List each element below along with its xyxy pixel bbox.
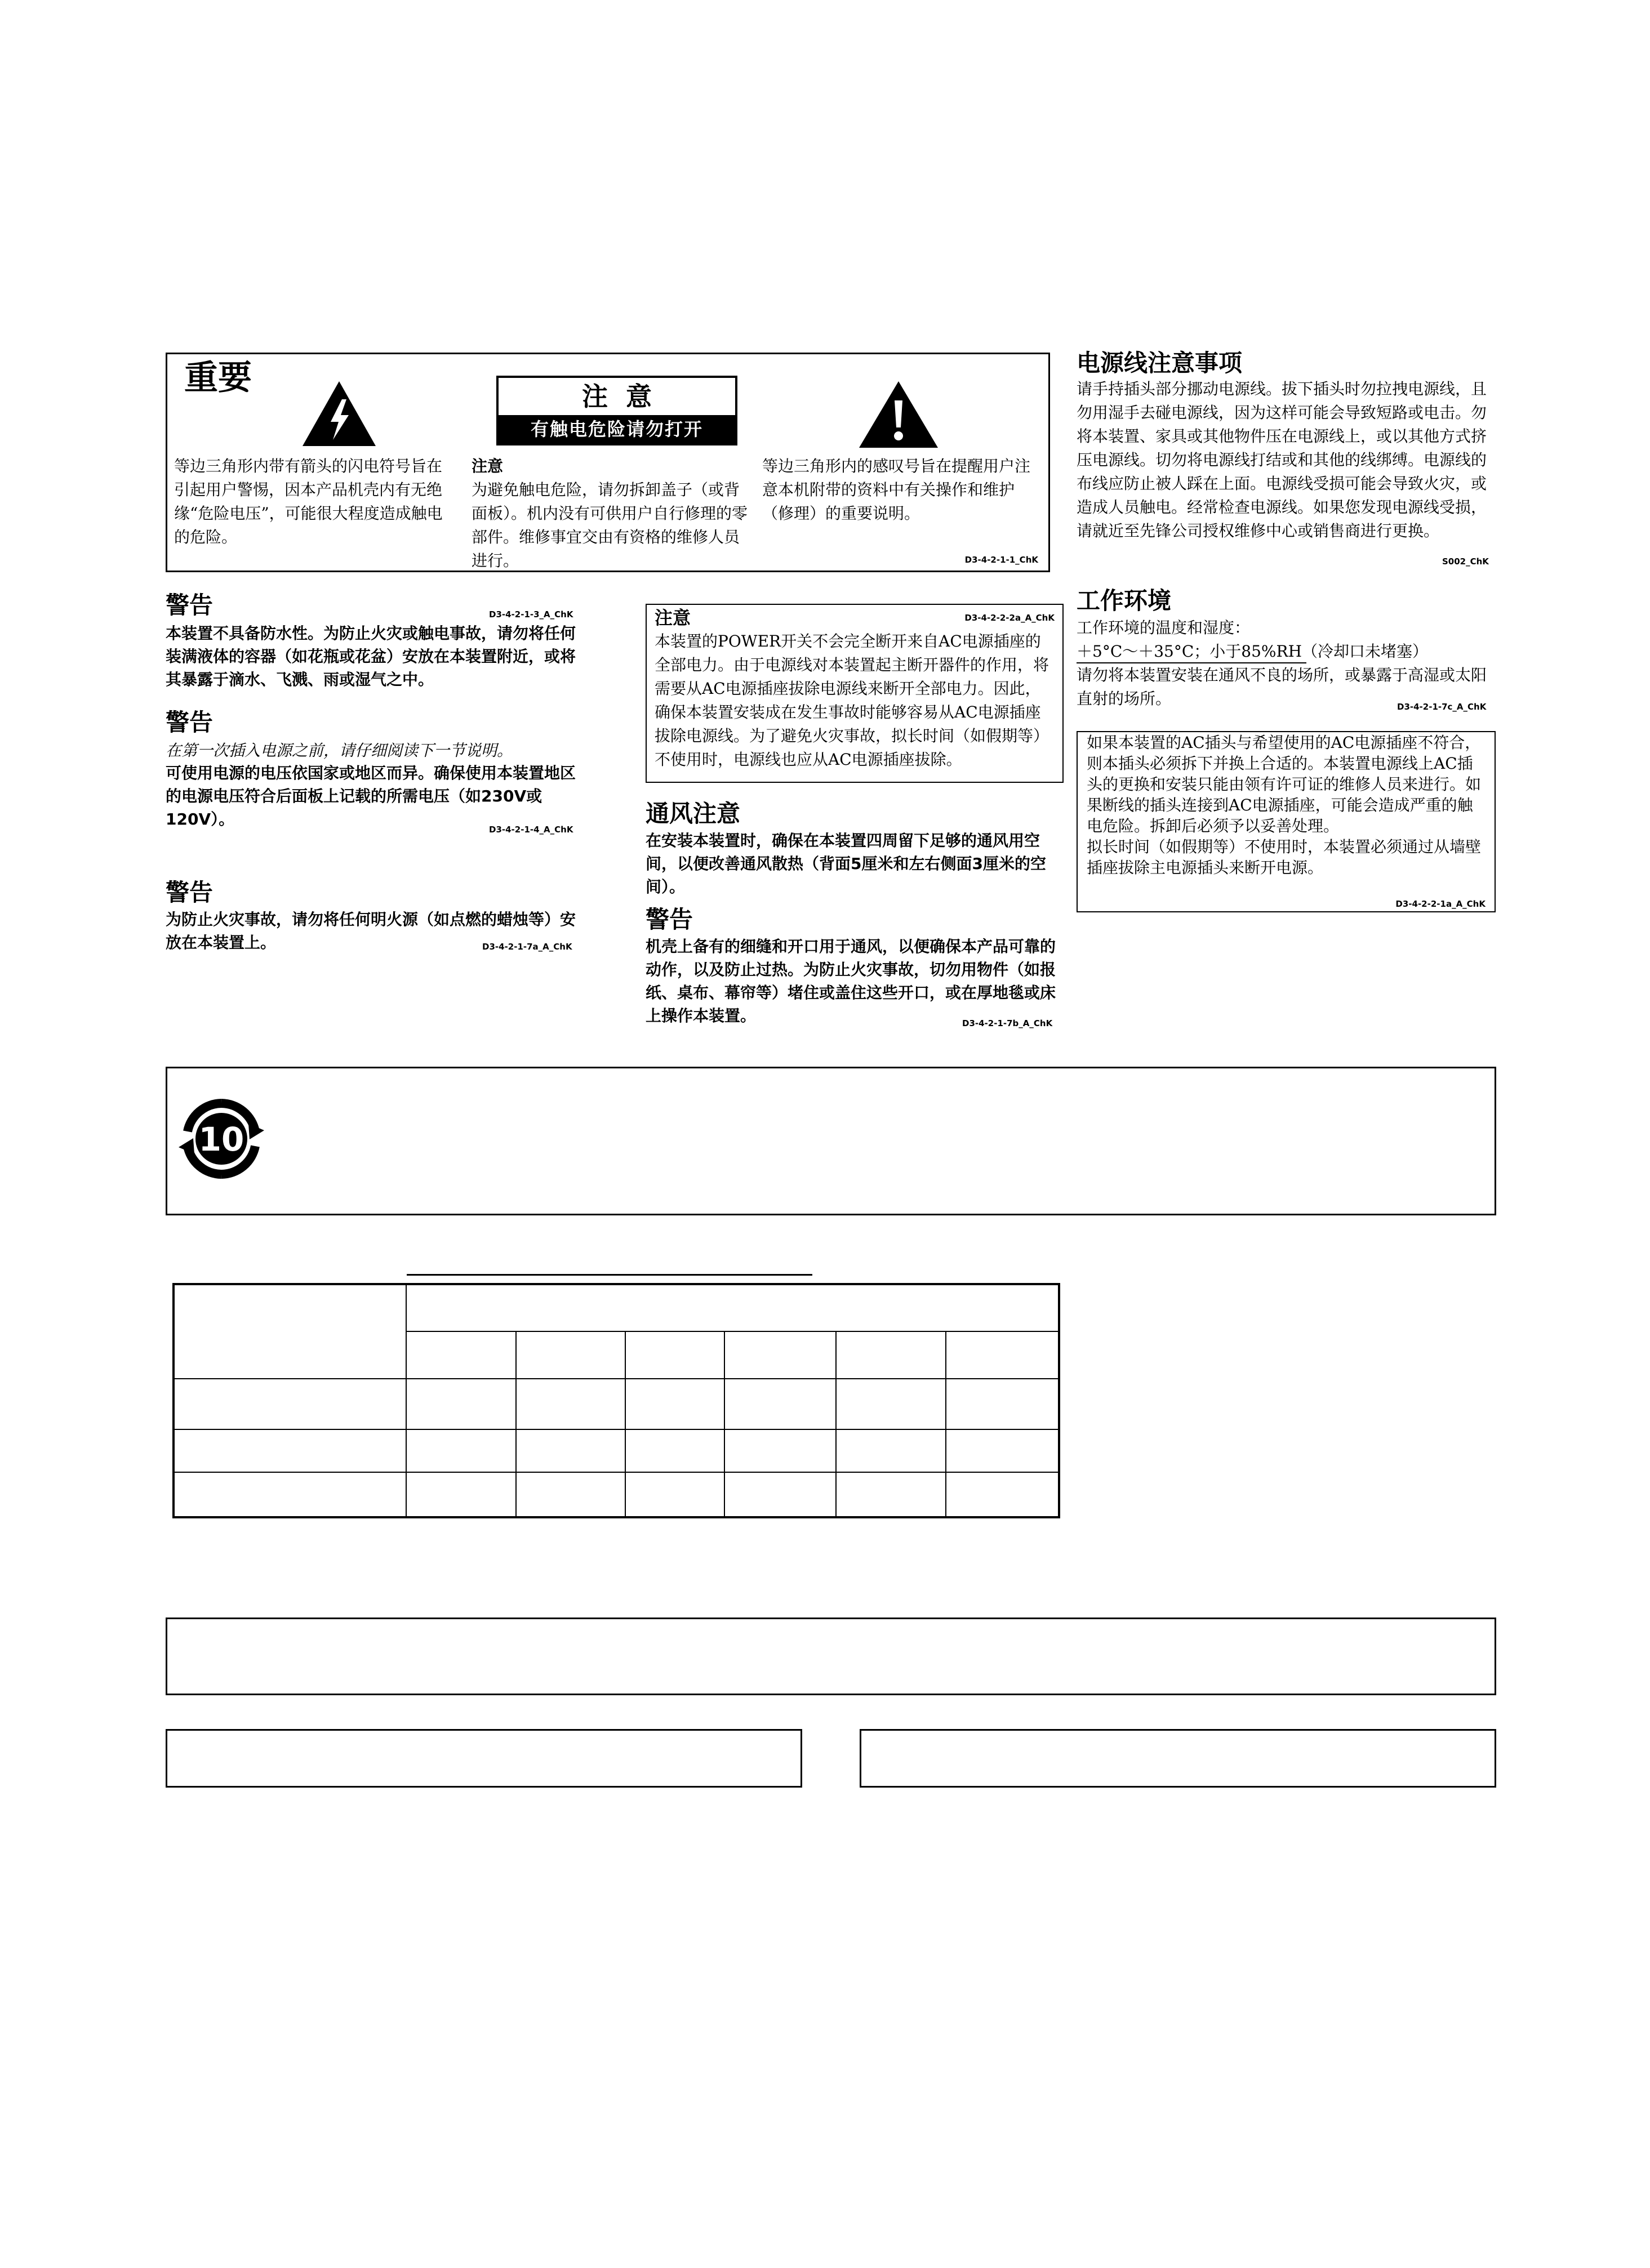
caution-power-text: 本装置的POWER开关不会完全断开来自AC电源插座的全部电力。由于电源线对本装置起主断开器件的作用，将需要从AC电源插座拔除电源线来断开全部电力。因此，确保本装置安装成在发生事故时能够容易从AC电源插座拔除电源线。为了避免火灾事故，拟长时间（如假期等）不使用时，电源线也应从AC电源插座拔除。 (655, 632, 1049, 769)
important-box-code: D3-4-2-1-1_ChK (964, 555, 1038, 565)
hazard-cell (724, 1472, 836, 1517)
epup-box (166, 1067, 1496, 1215)
warning2-italic-note: 在第一次插入电源之前，请仔细阅读下一节说明。 (166, 741, 513, 760)
environment-line2: ＋5°C～＋35°C；小于85%RH（冷却口未堵塞） (1077, 642, 1429, 661)
hazard-col-3 (625, 1331, 724, 1379)
footer-right-text (861, 1731, 1495, 1753)
power-cord-title: 电源线注意事项 (1077, 349, 1243, 377)
hazard-cell (946, 1472, 1059, 1517)
hazard-cell (946, 1379, 1059, 1429)
exclamation-warning-icon (859, 381, 938, 448)
hazard-table-title-line (407, 1274, 812, 1276)
hazard-cell (625, 1379, 724, 1429)
hazard-row-name (174, 1379, 406, 1429)
caution-label-subtitle: 有触电危险请勿打开 (499, 415, 735, 443)
hazard-cell (406, 1379, 515, 1429)
ventilation-title: 通风注意 (646, 800, 741, 827)
hazard-cell (406, 1472, 515, 1517)
caution-heading: 注意 (472, 457, 504, 475)
table-row (174, 1429, 1059, 1472)
ac-plug-text: 如果本装置的AC插头与希望使用的AC电源插座不符合，则本插头必须拆下并换上合适的。本装置电源线上AC插头的更换和安装只能由领有许可证的维修人员来进行。如果断线的插头连接到AC电源插座，可能会造成严重的触电危险。拆卸后必须予以妥善处理。 (1087, 733, 1482, 835)
warning3-code: D3-4-2-1-7a_A_ChK (482, 942, 572, 952)
warning4-title: 警告 (646, 906, 693, 933)
important-box (166, 353, 1050, 572)
ac-plug-code: D3-4-2-2-1a_A_ChK (1395, 899, 1486, 909)
ac-plug-box (1077, 731, 1496, 912)
caution-label-title: 注 意 (581, 381, 652, 412)
warning2-title: 警告 (166, 709, 214, 736)
footer-wide-box (166, 1618, 1496, 1695)
warning3-text: 为防止火灾事故，请勿将任何明火源（如点燃的蜡烛等）安放在本装置上。 (166, 910, 576, 952)
ventilation-text: 在安装本装置时，确保在本装置四周留下足够的通风用空间，以便改善通风散热（背面5厘米和左右侧面3厘米的空间）。 (646, 831, 1046, 896)
hazard-cell (516, 1472, 625, 1517)
hazard-table (172, 1283, 1060, 1518)
warning4-code: D3-4-2-1-7b_A_ChK (962, 1018, 1053, 1028)
caution-power-title: 注意 (655, 607, 691, 629)
caution-power-box (646, 604, 1064, 783)
hazard-cell (836, 1472, 945, 1517)
ac-plug-text2: 拟长时间（如假期等）不使用时，本装置必须通过从墙壁插座拔除主电源插头来断开电源。 (1087, 837, 1482, 877)
hazard-cell (516, 1429, 625, 1472)
hazard-cell (625, 1472, 724, 1517)
hazard-col-6 (946, 1331, 1059, 1379)
table-row (174, 1379, 1059, 1429)
warning2-text: 可使用电源的电压依国家或地区而异。确保使用本装置地区的电源电压符合后面板上记载的所需电压（如230V或120V）。 (166, 764, 576, 828)
footer-left-text (167, 1731, 800, 1753)
caution-power-code: D3-4-2-2-2a_A_ChK (964, 613, 1055, 623)
hazard-cell (724, 1429, 836, 1472)
important-title: 重要 (184, 358, 252, 398)
environment-line1: 工作环境的温度和湿度： (1077, 618, 1251, 637)
power-cord-code: S002_ChK (1442, 556, 1489, 567)
environment-title: 工作环境 (1077, 587, 1172, 614)
hazard-col-5 (836, 1331, 945, 1379)
footer-left-box (166, 1729, 802, 1788)
hazard-cell (724, 1379, 836, 1429)
caution-text: 为避免触电危险，请勿拆卸盖子（或背面板）。机内没有可供用户自行修理的零部件。维修事宜交由有资格的维修人员进行。 (472, 480, 748, 570)
epup-10-icon (176, 1097, 266, 1181)
warning2-code: D3-4-2-1-4_A_ChK (489, 825, 573, 835)
hazard-cell (836, 1379, 945, 1429)
caution-label (496, 376, 737, 445)
footer-right-box (860, 1729, 1496, 1788)
power-cord-text: 请手持插头部分挪动电源线。拔下插头时勿拉拽电源线，且勿用湿手去碰电源线，因为这样可能会导致短路或电击。勿将本装置、家具或其他物件压在电源线上，或以其他方式挤压电源线。切勿将电源线打结或和其他的线绑缚。电源线的布线应防止被人踩在上面。电源线受损可能会导致火灾，或造成人员触电。经常检查电源线。如果您发现电源线受损，请就近至先锋公司授权维修中心或销售商进行更换。 (1077, 380, 1487, 540)
hazard-cell (406, 1429, 515, 1472)
exclamation-symbol-text: 等边三角形内的感叹号旨在提醒用户注意本机附带的资料中有关操作和维护（修理）的重要说明。 (762, 457, 1031, 523)
hazard-cell (836, 1429, 945, 1472)
hazard-table-header (406, 1284, 1059, 1331)
hazard-row-name (174, 1472, 406, 1517)
environment-text: 请勿将本装置安装在通风不良的场所，或暴露于高湿或太阳直射的场所。 (1077, 666, 1487, 708)
footer-wide-text (167, 1619, 1495, 1642)
lightning-warning-icon (303, 381, 376, 446)
table-row (174, 1472, 1059, 1517)
hazard-row-name (174, 1429, 406, 1472)
hazard-col-2 (516, 1331, 625, 1379)
hazard-cell (516, 1379, 625, 1429)
epup-icon-label: 10 (198, 1120, 244, 1158)
hazard-cell (625, 1429, 724, 1472)
hazard-cell (946, 1429, 1059, 1472)
warning4-text: 机壳上备有的细缝和开口用于通风，以便确保本产品可靠的动作，以及防止过热。为防止火灾事故，切勿用物件（如报纸、桌布、幕帘等）堵住或盖住这些开口，或在厚地毯或床上操作本装置。 (646, 937, 1056, 1025)
hazard-col-1 (406, 1331, 515, 1379)
warning3-title: 警告 (166, 879, 214, 906)
warning1-text: 本装置不具备防水性。为防止火灾或触电事故，请勿将任何装满液体的容器（如花瓶或花盆）安放在本装置附近，或将其暴露于滴水、飞溅、雨或湿气之中。 (166, 624, 576, 689)
lightning-symbol-text: 等边三角形内带有箭头的闪电符号旨在引起用户警惕，因本产品机壳内有无绝缘“危险电压”，可能很大程度造成触电的危险。 (174, 457, 443, 546)
hazard-table-corner (174, 1284, 406, 1379)
hazard-col-4 (724, 1331, 836, 1379)
environment-code: D3-4-2-1-7c_A_ChK (1397, 702, 1487, 712)
warning1-code: D3-4-2-1-3_A_ChK (489, 609, 573, 620)
warning1-title: 警告 (166, 591, 214, 619)
